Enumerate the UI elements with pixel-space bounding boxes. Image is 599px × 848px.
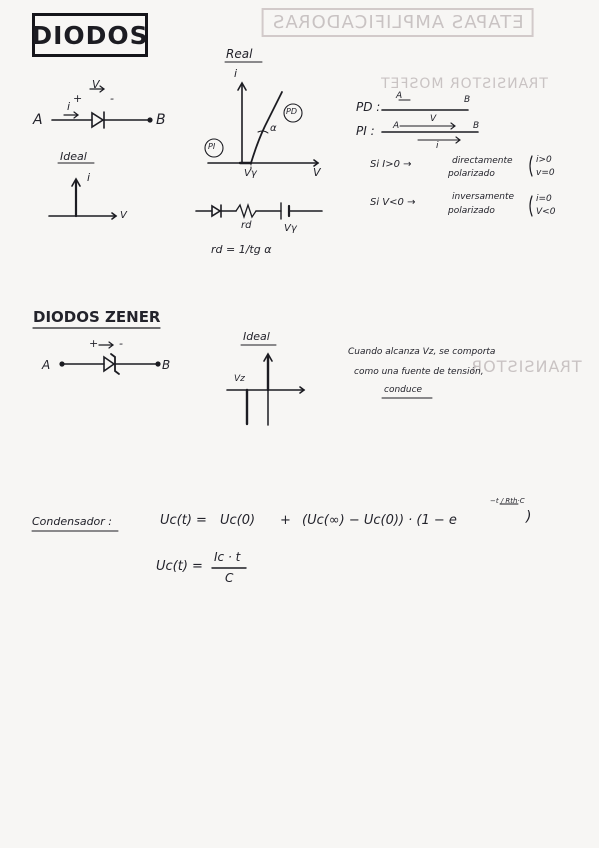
zener-vz-label: Vz bbox=[234, 374, 245, 384]
capacitor-eq1-exponent: −t / Rth·C bbox=[490, 497, 525, 505]
rule1-condition: Si I>0 → bbox=[370, 159, 412, 170]
zener-note-line3: conduce bbox=[384, 385, 423, 395]
rule1-val-1: i>0 bbox=[536, 155, 552, 165]
rule1-text2: polarizado bbox=[448, 169, 495, 179]
real-graph-angle: α bbox=[270, 123, 277, 134]
capacitor-eq1-left: Uc(t) = bbox=[160, 513, 207, 528]
zener-ideal-graph bbox=[227, 345, 304, 425]
pi-current: i bbox=[436, 141, 439, 151]
zener-plus: + bbox=[89, 337, 99, 350]
diode-minus: - bbox=[110, 92, 114, 105]
pi-label: PI : bbox=[356, 124, 375, 138]
zener-circuit-symbol bbox=[60, 342, 160, 374]
diode-plus: + bbox=[73, 92, 83, 105]
rule1-val-2: v=0 bbox=[536, 168, 555, 178]
zener-minus: - bbox=[119, 337, 123, 350]
capacitor-eq1-close: ) bbox=[526, 509, 532, 525]
bleed-through-side: TRANSISTOR bbox=[470, 357, 582, 376]
capacitor-eq2-numerator: Ic · t bbox=[214, 550, 241, 564]
real-characteristic-graph bbox=[205, 62, 318, 170]
zener-node-b: B bbox=[162, 358, 171, 372]
capacitor-label: Condensador : bbox=[32, 515, 113, 528]
rule1-text1: directamente bbox=[452, 156, 513, 166]
zener-node-a: A bbox=[42, 358, 51, 372]
diode-node-a: A bbox=[33, 112, 43, 128]
rule2-text1: inversamente bbox=[452, 192, 515, 202]
zener-ideal-label: Ideal bbox=[243, 330, 270, 343]
capacitor-eq2-left: Uc(t) = bbox=[156, 559, 203, 574]
capacitor-eq1-plus: + bbox=[280, 513, 291, 528]
ideal-characteristic-graph bbox=[49, 179, 116, 219]
bleed-through-heading: ETAPAS AMPLIFICADORAS bbox=[262, 8, 534, 37]
pi-node-a: A bbox=[393, 121, 400, 131]
ideal-graph-x-axis: V bbox=[120, 210, 127, 221]
real-graph-region-pi: PI bbox=[208, 142, 216, 151]
rule2-val-2: V<0 bbox=[536, 207, 556, 217]
ideal-graph-y-axis: i bbox=[87, 171, 91, 184]
zener-note-line2: como una fuente de tensión, bbox=[354, 367, 484, 377]
pd-node-a: A bbox=[396, 91, 403, 101]
page-title-text: DIODOS bbox=[31, 20, 149, 50]
zener-title: DIODOS ZENER bbox=[33, 308, 161, 326]
rule2-condition: Si V<0 → bbox=[370, 197, 416, 208]
rule2-text2: polarizado bbox=[448, 206, 495, 216]
pi-node-b: B bbox=[473, 121, 480, 131]
diode-voltage-label: V bbox=[92, 78, 100, 91]
model-vgamma-label: Vγ bbox=[284, 223, 297, 234]
model-rd-formula: rd = 1/tg α bbox=[211, 243, 272, 256]
real-graph-label: Real bbox=[226, 47, 253, 61]
ideal-graph-label: Ideal bbox=[60, 150, 87, 163]
real-graph-region-pd: PD bbox=[286, 107, 297, 116]
real-graph-y-axis: i bbox=[234, 67, 238, 80]
real-graph-x-axis: V bbox=[313, 166, 321, 179]
capacitor-eq1-term1: Uc(0) bbox=[220, 513, 256, 528]
zener-note-line1: Cuando alcanza Vz, se comporta bbox=[348, 347, 496, 357]
diode-model-circuit bbox=[196, 203, 322, 219]
model-rd-label: rd bbox=[241, 220, 252, 231]
pd-label: PD : bbox=[356, 100, 381, 114]
capacitor-eq2-denominator: C bbox=[225, 571, 234, 585]
bleed-through-subheading: TRANSISTOR MOSFET bbox=[380, 76, 548, 92]
rule2-val-1: i=0 bbox=[536, 194, 552, 204]
pi-voltage: V bbox=[430, 114, 437, 124]
diode-current-label: i bbox=[67, 100, 71, 113]
diode-node-b: B bbox=[156, 112, 166, 128]
real-graph-vgamma: Vγ bbox=[244, 168, 257, 179]
capacitor-eq1-term2: (Uc(∞) − Uc(0)) · (1 − e bbox=[302, 513, 457, 528]
pd-node-b: B bbox=[464, 95, 471, 105]
